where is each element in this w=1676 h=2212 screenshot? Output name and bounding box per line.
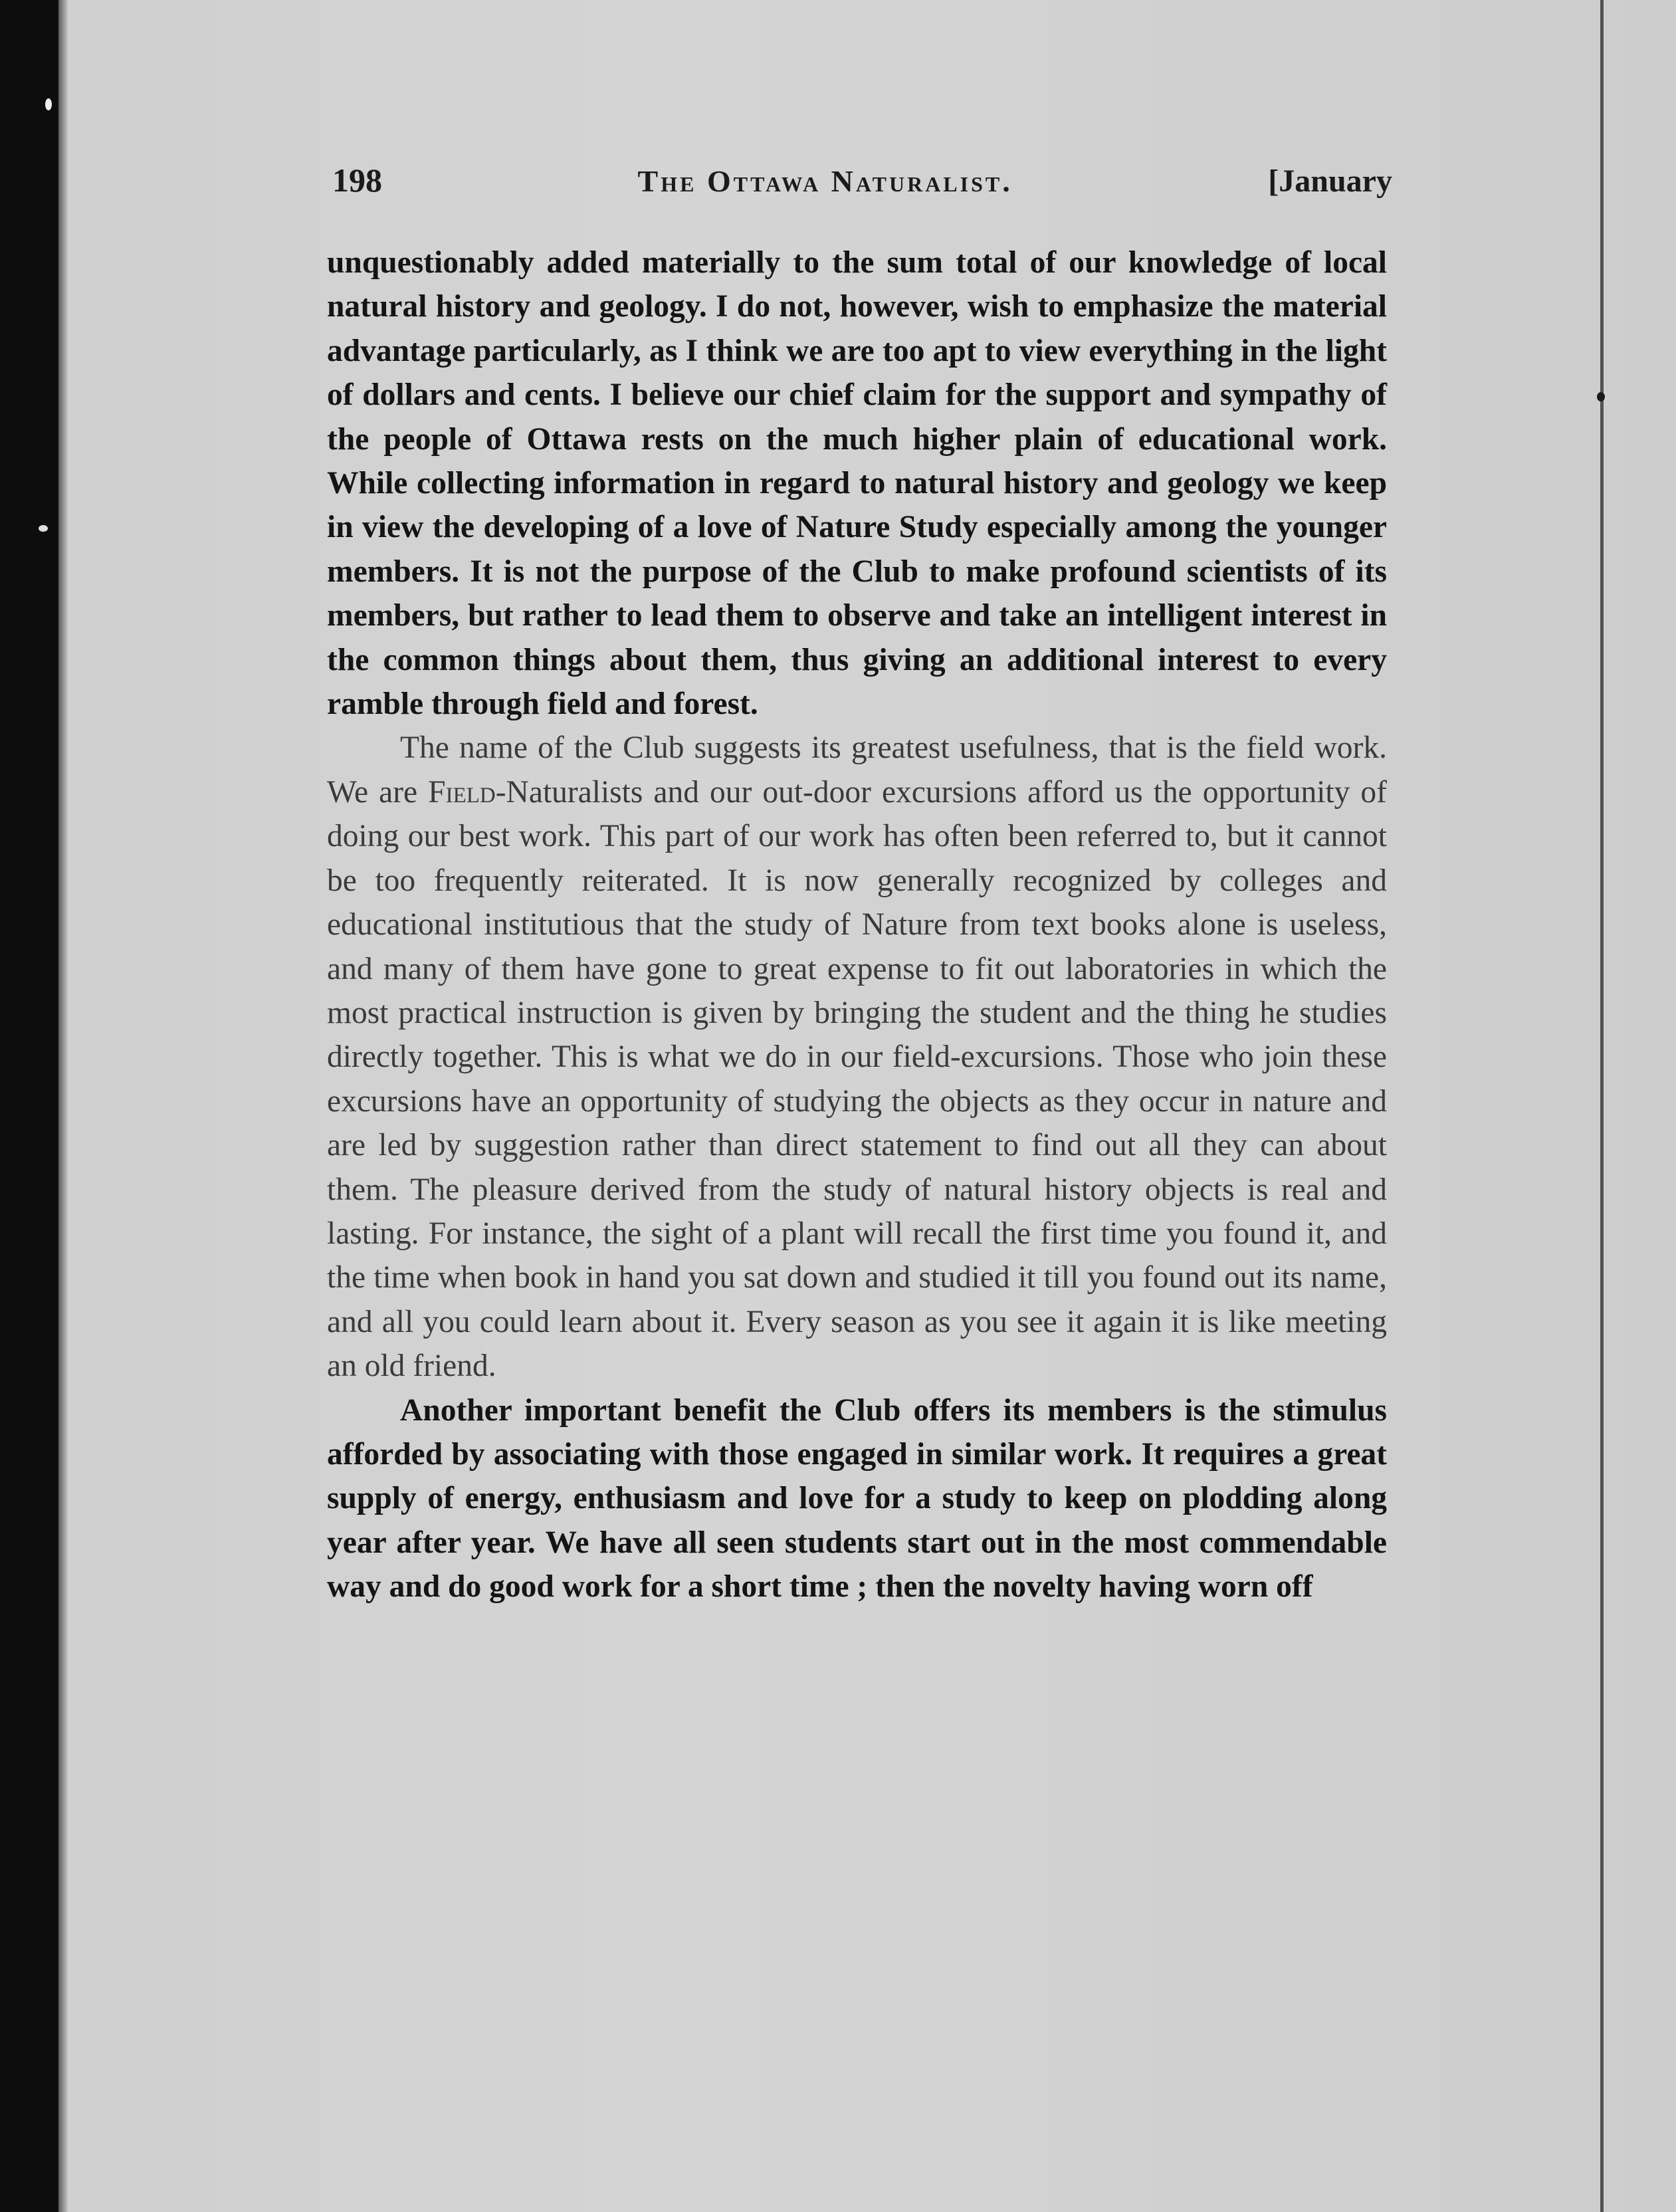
paragraph-3: Another important benefit the Club offers its members is the stimulus afforded by associating with those engaged in similar work. It requires a great supply of energy, enthusiasm and love for a study to keep on plodding along year after year. We have all seen students start out in the most commendable way and do good work for a short time ; then the novelty having worn off	[327, 1392, 1387, 1604]
scan-speck	[45, 98, 52, 110]
paragraph-1: unquestionably added materially to the sum total of our knowledge of local natural history and geology. I do not, however, wish to emphasize the material advantage particularly, as I think we are too apt to view everything in the light of dollars and cents. I believe our chief claim for the support and sympathy of the people of Ottawa rests on the much higher plain of educational work. While collecting information in regard to natural history and geology we keep in view the developing of a love of Nature Study especially among the younger members. It is not the purpose of the Club to make profound scientists of its members, but rather to lead them to observe and take an intelligent interest in the common things about them, thus giving an additional interest to every ramble through field and forest.	[327, 245, 1387, 722]
paragraph-2	[327, 726, 1387, 1388]
scan-speck	[1597, 392, 1605, 401]
running-head	[332, 161, 1392, 207]
binding-shadow-gradient	[58, 0, 68, 2212]
journal-title: The Ottawa Naturalist.	[637, 164, 1013, 198]
paragraph-2-text-rest: -Naturalists and our out-door excursions afford us the opportunity of doing our best work. This part of our work has often been referred to, but it cannot be too frequently reiterated. It is now generally recognized by colleges and educational institutious that the study of Nature from text books alone is useless, and many of them have gone to great expense to fit out laboratories in which the most practical instruction is given by bringing the student and the thing he studies directly together. This is what we do in our field-excursions. Those who join these excursions have an opportunity of studying the objects as they occur in nature and are led by suggestion rather than direct statement to find out all they can about them. The pleasure derived from the study of natural history objects is real and lasting. For instance, the sight of a plant will recall the first time you found it, and the time when book in hand you sat down and studied it till you found out its name, and all you could learn about it. Every season as you see it again it is like meeting an old friend.	[327, 774, 1387, 1384]
article-body	[327, 241, 1387, 1609]
page-number: 198	[332, 162, 382, 199]
paragraph-2-text-start: The name of the Club suggests its greatest usefulness, that is the field work. We are	[327, 730, 1387, 810]
field-small-caps: Field	[428, 774, 496, 810]
page-edge-line	[1600, 0, 1604, 2212]
scan-speck	[39, 525, 48, 532]
binding-shadow	[0, 0, 58, 2212]
issue-month: [January	[1268, 164, 1392, 199]
